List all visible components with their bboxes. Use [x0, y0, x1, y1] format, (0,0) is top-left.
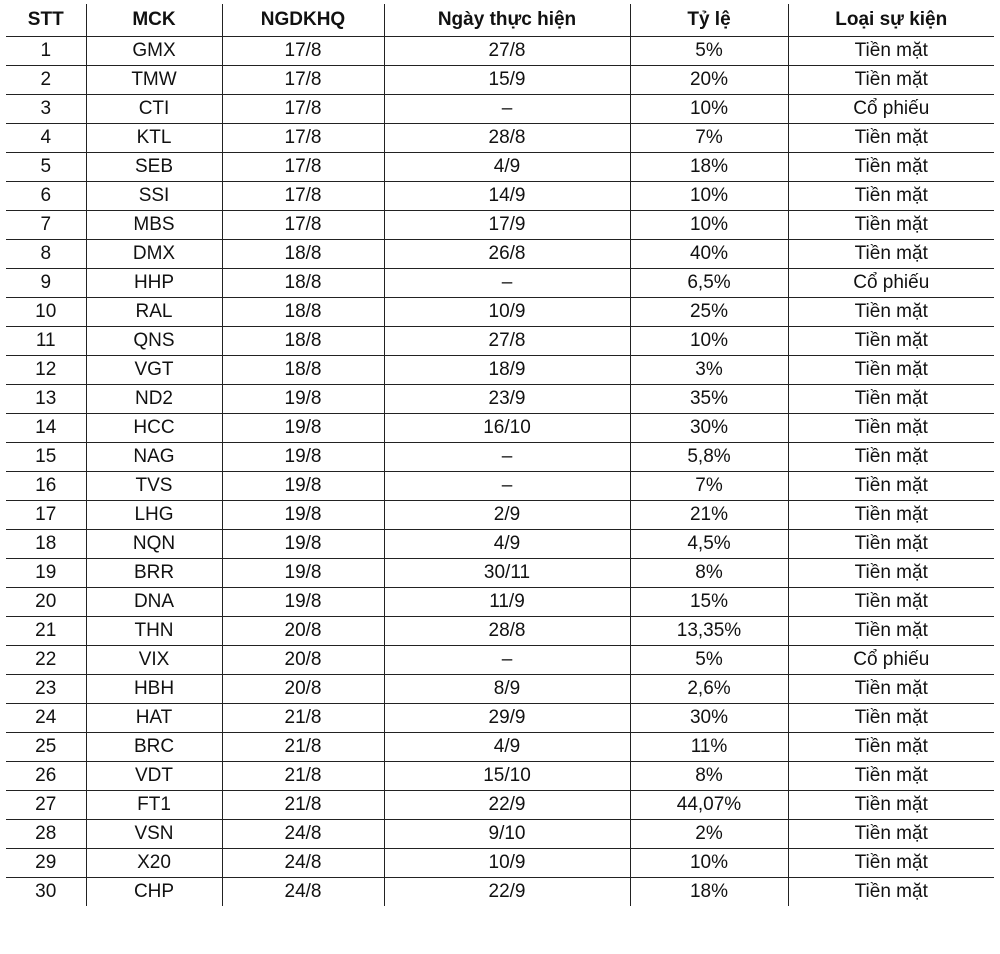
ngay-thuc-hien-cell: 28/8 [384, 617, 630, 646]
header-loai-su-kien: Loại sự kiện [788, 4, 994, 37]
ty-le-cell: 13,35% [630, 617, 788, 646]
ty-le-cell: 21% [630, 501, 788, 530]
loai-su-kien-cell: Tiền mặt [788, 501, 994, 530]
stt-cell: 8 [6, 240, 86, 269]
ngay-thuc-hien-cell: 22/9 [384, 791, 630, 820]
mck-cell: NQN [86, 530, 222, 559]
ty-le-cell: 10% [630, 849, 788, 878]
ty-le-cell: 30% [630, 414, 788, 443]
table-row [6, 269, 994, 298]
mck-cell: CHP [86, 878, 222, 907]
stt-cell: 23 [6, 675, 86, 704]
ty-le-cell: 8% [630, 559, 788, 588]
ty-le-cell: 2% [630, 820, 788, 849]
ngay-thuc-hien-cell: – [384, 472, 630, 501]
mck-cell: DNA [86, 588, 222, 617]
mck-cell: CTI [86, 95, 222, 124]
stt-cell: 17 [6, 501, 86, 530]
ngdkhq-cell: 19/8 [222, 385, 384, 414]
mck-cell: LHG [86, 501, 222, 530]
stt-cell: 16 [6, 472, 86, 501]
loai-su-kien-cell: Tiền mặt [788, 820, 994, 849]
table-row [6, 646, 994, 675]
mck-cell: SEB [86, 153, 222, 182]
loai-su-kien-cell: Tiền mặt [788, 559, 994, 588]
ty-le-cell: 7% [630, 124, 788, 153]
table-row [6, 704, 994, 733]
stt-cell: 2 [6, 66, 86, 95]
ngdkhq-cell: 18/8 [222, 356, 384, 385]
header-ty-le: Tỷ lệ [630, 4, 788, 37]
ngay-thuc-hien-cell: 2/9 [384, 501, 630, 530]
ty-le-cell: 44,07% [630, 791, 788, 820]
ngdkhq-cell: 19/8 [222, 472, 384, 501]
ty-le-cell: 3% [630, 356, 788, 385]
ngdkhq-cell: 17/8 [222, 211, 384, 240]
ty-le-cell: 18% [630, 153, 788, 182]
ngay-thuc-hien-cell: 4/9 [384, 153, 630, 182]
loai-su-kien-cell: Cổ phiếu [788, 95, 994, 124]
stt-cell: 28 [6, 820, 86, 849]
loai-su-kien-cell: Tiền mặt [788, 240, 994, 269]
mck-cell: SSI [86, 182, 222, 211]
table-row [6, 95, 994, 124]
table-row [6, 298, 994, 327]
ty-le-cell: 5% [630, 646, 788, 675]
ngdkhq-cell: 18/8 [222, 298, 384, 327]
ngdkhq-cell: 24/8 [222, 820, 384, 849]
loai-su-kien-cell: Tiền mặt [788, 849, 994, 878]
dividend-events-table [6, 4, 994, 906]
stt-cell: 19 [6, 559, 86, 588]
mck-cell: BRR [86, 559, 222, 588]
loai-su-kien-cell: Tiền mặt [788, 617, 994, 646]
stt-cell: 29 [6, 849, 86, 878]
ngdkhq-cell: 20/8 [222, 675, 384, 704]
ngdkhq-cell: 17/8 [222, 182, 384, 211]
ngay-thuc-hien-cell: 10/9 [384, 849, 630, 878]
ty-le-cell: 4,5% [630, 530, 788, 559]
table-row [6, 617, 994, 646]
ty-le-cell: 10% [630, 211, 788, 240]
ngay-thuc-hien-cell: 28/8 [384, 124, 630, 153]
ty-le-cell: 15% [630, 588, 788, 617]
stt-cell: 15 [6, 443, 86, 472]
loai-su-kien-cell: Tiền mặt [788, 878, 994, 907]
ngay-thuc-hien-cell: 8/9 [384, 675, 630, 704]
stt-cell: 3 [6, 95, 86, 124]
ty-le-cell: 35% [630, 385, 788, 414]
table-row [6, 211, 994, 240]
ngay-thuc-hien-cell: 27/8 [384, 37, 630, 66]
ngay-thuc-hien-cell: 30/11 [384, 559, 630, 588]
loai-su-kien-cell: Tiền mặt [788, 153, 994, 182]
table-row [6, 501, 994, 530]
loai-su-kien-cell: Tiền mặt [788, 733, 994, 762]
ty-le-cell: 11% [630, 733, 788, 762]
mck-cell: FT1 [86, 791, 222, 820]
header-ngdkhq: NGDKHQ [222, 4, 384, 37]
ngdkhq-cell: 18/8 [222, 240, 384, 269]
stt-cell: 9 [6, 269, 86, 298]
ty-le-cell: 40% [630, 240, 788, 269]
ngay-thuc-hien-cell: 10/9 [384, 298, 630, 327]
mck-cell: NAG [86, 443, 222, 472]
header-row [6, 4, 994, 37]
stt-cell: 18 [6, 530, 86, 559]
loai-su-kien-cell: Tiền mặt [788, 588, 994, 617]
ngay-thuc-hien-cell: 22/9 [384, 878, 630, 907]
mck-cell: GMX [86, 37, 222, 66]
ngdkhq-cell: 19/8 [222, 588, 384, 617]
mck-cell: BRC [86, 733, 222, 762]
ngay-thuc-hien-cell: – [384, 443, 630, 472]
table-row [6, 124, 994, 153]
stt-cell: 10 [6, 298, 86, 327]
ngdkhq-cell: 24/8 [222, 849, 384, 878]
mck-cell: ND2 [86, 385, 222, 414]
ty-le-cell: 25% [630, 298, 788, 327]
mck-cell: HBH [86, 675, 222, 704]
ngdkhq-cell: 18/8 [222, 327, 384, 356]
table-row [6, 588, 994, 617]
stt-cell: 21 [6, 617, 86, 646]
ngdkhq-cell: 17/8 [222, 124, 384, 153]
stt-cell: 7 [6, 211, 86, 240]
mck-cell: DMX [86, 240, 222, 269]
loai-su-kien-cell: Tiền mặt [788, 298, 994, 327]
ngay-thuc-hien-cell: 23/9 [384, 385, 630, 414]
ty-le-cell: 10% [630, 182, 788, 211]
ngdkhq-cell: 19/8 [222, 530, 384, 559]
mck-cell: VGT [86, 356, 222, 385]
table-row [6, 762, 994, 791]
ty-le-cell: 6,5% [630, 269, 788, 298]
ngay-thuc-hien-cell: – [384, 95, 630, 124]
stt-cell: 20 [6, 588, 86, 617]
table-row [6, 820, 994, 849]
table-body [6, 37, 994, 907]
ngay-thuc-hien-cell: – [384, 269, 630, 298]
loai-su-kien-cell: Tiền mặt [788, 443, 994, 472]
mck-cell: HHP [86, 269, 222, 298]
ngay-thuc-hien-cell: 16/10 [384, 414, 630, 443]
mck-cell: RAL [86, 298, 222, 327]
table-row [6, 530, 994, 559]
loai-su-kien-cell: Tiền mặt [788, 356, 994, 385]
loai-su-kien-cell: Tiền mặt [788, 675, 994, 704]
loai-su-kien-cell: Tiền mặt [788, 211, 994, 240]
mck-cell: X20 [86, 849, 222, 878]
ngay-thuc-hien-cell: 4/9 [384, 733, 630, 762]
header-ngay-thuc-hien: Ngày thực hiện [384, 4, 630, 37]
ngdkhq-cell: 19/8 [222, 414, 384, 443]
ngdkhq-cell: 21/8 [222, 733, 384, 762]
ty-le-cell: 5% [630, 37, 788, 66]
table-row [6, 472, 994, 501]
ngay-thuc-hien-cell: 17/9 [384, 211, 630, 240]
loai-su-kien-cell: Tiền mặt [788, 124, 994, 153]
header-stt: STT [6, 4, 86, 37]
ngdkhq-cell: 20/8 [222, 646, 384, 675]
stt-cell: 1 [6, 37, 86, 66]
ngdkhq-cell: 21/8 [222, 762, 384, 791]
mck-cell: HCC [86, 414, 222, 443]
loai-su-kien-cell: Tiền mặt [788, 414, 994, 443]
mck-cell: HAT [86, 704, 222, 733]
loai-su-kien-cell: Tiền mặt [788, 791, 994, 820]
mck-cell: MBS [86, 211, 222, 240]
loai-su-kien-cell: Tiền mặt [788, 37, 994, 66]
loai-su-kien-cell: Tiền mặt [788, 66, 994, 95]
stt-cell: 22 [6, 646, 86, 675]
table-row [6, 240, 994, 269]
mck-cell: TVS [86, 472, 222, 501]
mck-cell: KTL [86, 124, 222, 153]
stt-cell: 12 [6, 356, 86, 385]
ty-le-cell: 2,6% [630, 675, 788, 704]
mck-cell: VSN [86, 820, 222, 849]
stt-cell: 13 [6, 385, 86, 414]
stt-cell: 25 [6, 733, 86, 762]
header-mck: MCK [86, 4, 222, 37]
ngdkhq-cell: 17/8 [222, 37, 384, 66]
stt-cell: 6 [6, 182, 86, 211]
loai-su-kien-cell: Tiền mặt [788, 327, 994, 356]
table-row [6, 559, 994, 588]
ngay-thuc-hien-cell: 9/10 [384, 820, 630, 849]
table-row [6, 878, 994, 907]
ty-le-cell: 10% [630, 327, 788, 356]
loai-su-kien-cell: Cổ phiếu [788, 646, 994, 675]
ngay-thuc-hien-cell: 27/8 [384, 327, 630, 356]
ngay-thuc-hien-cell: 18/9 [384, 356, 630, 385]
stt-cell: 4 [6, 124, 86, 153]
ty-le-cell: 30% [630, 704, 788, 733]
ty-le-cell: 5,8% [630, 443, 788, 472]
table-row [6, 153, 994, 182]
table-row [6, 849, 994, 878]
ngdkhq-cell: 17/8 [222, 95, 384, 124]
mck-cell: VDT [86, 762, 222, 791]
table-row [6, 327, 994, 356]
ngdkhq-cell: 20/8 [222, 617, 384, 646]
stt-cell: 30 [6, 878, 86, 907]
table-row [6, 37, 994, 66]
ngdkhq-cell: 19/8 [222, 501, 384, 530]
ngay-thuc-hien-cell: 15/10 [384, 762, 630, 791]
table-row [6, 66, 994, 95]
table-row [6, 733, 994, 762]
table-row [6, 356, 994, 385]
stt-cell: 14 [6, 414, 86, 443]
ngay-thuc-hien-cell: 11/9 [384, 588, 630, 617]
loai-su-kien-cell: Tiền mặt [788, 182, 994, 211]
loai-su-kien-cell: Tiền mặt [788, 385, 994, 414]
stt-cell: 27 [6, 791, 86, 820]
ty-le-cell: 20% [630, 66, 788, 95]
ngay-thuc-hien-cell: 15/9 [384, 66, 630, 95]
ngdkhq-cell: 24/8 [222, 878, 384, 907]
ty-le-cell: 8% [630, 762, 788, 791]
ty-le-cell: 10% [630, 95, 788, 124]
ngdkhq-cell: 17/8 [222, 66, 384, 95]
table-header [6, 4, 994, 37]
loai-su-kien-cell: Cổ phiếu [788, 269, 994, 298]
table-row [6, 385, 994, 414]
table-row [6, 414, 994, 443]
ngay-thuc-hien-cell: 14/9 [384, 182, 630, 211]
ngdkhq-cell: 21/8 [222, 791, 384, 820]
ngay-thuc-hien-cell: – [384, 646, 630, 675]
ngdkhq-cell: 17/8 [222, 153, 384, 182]
table-row [6, 443, 994, 472]
ngdkhq-cell: 19/8 [222, 443, 384, 472]
stt-cell: 11 [6, 327, 86, 356]
loai-su-kien-cell: Tiền mặt [788, 530, 994, 559]
loai-su-kien-cell: Tiền mặt [788, 704, 994, 733]
stt-cell: 24 [6, 704, 86, 733]
ngay-thuc-hien-cell: 29/9 [384, 704, 630, 733]
ty-le-cell: 7% [630, 472, 788, 501]
table-row [6, 182, 994, 211]
ty-le-cell: 18% [630, 878, 788, 907]
mck-cell: TMW [86, 66, 222, 95]
ngdkhq-cell: 18/8 [222, 269, 384, 298]
loai-su-kien-cell: Tiền mặt [788, 762, 994, 791]
ngay-thuc-hien-cell: 4/9 [384, 530, 630, 559]
stt-cell: 26 [6, 762, 86, 791]
stt-cell: 5 [6, 153, 86, 182]
table-row [6, 791, 994, 820]
table-row [6, 675, 994, 704]
mck-cell: VIX [86, 646, 222, 675]
ngdkhq-cell: 21/8 [222, 704, 384, 733]
ngdkhq-cell: 19/8 [222, 559, 384, 588]
ngay-thuc-hien-cell: 26/8 [384, 240, 630, 269]
mck-cell: QNS [86, 327, 222, 356]
loai-su-kien-cell: Tiền mặt [788, 472, 994, 501]
mck-cell: THN [86, 617, 222, 646]
